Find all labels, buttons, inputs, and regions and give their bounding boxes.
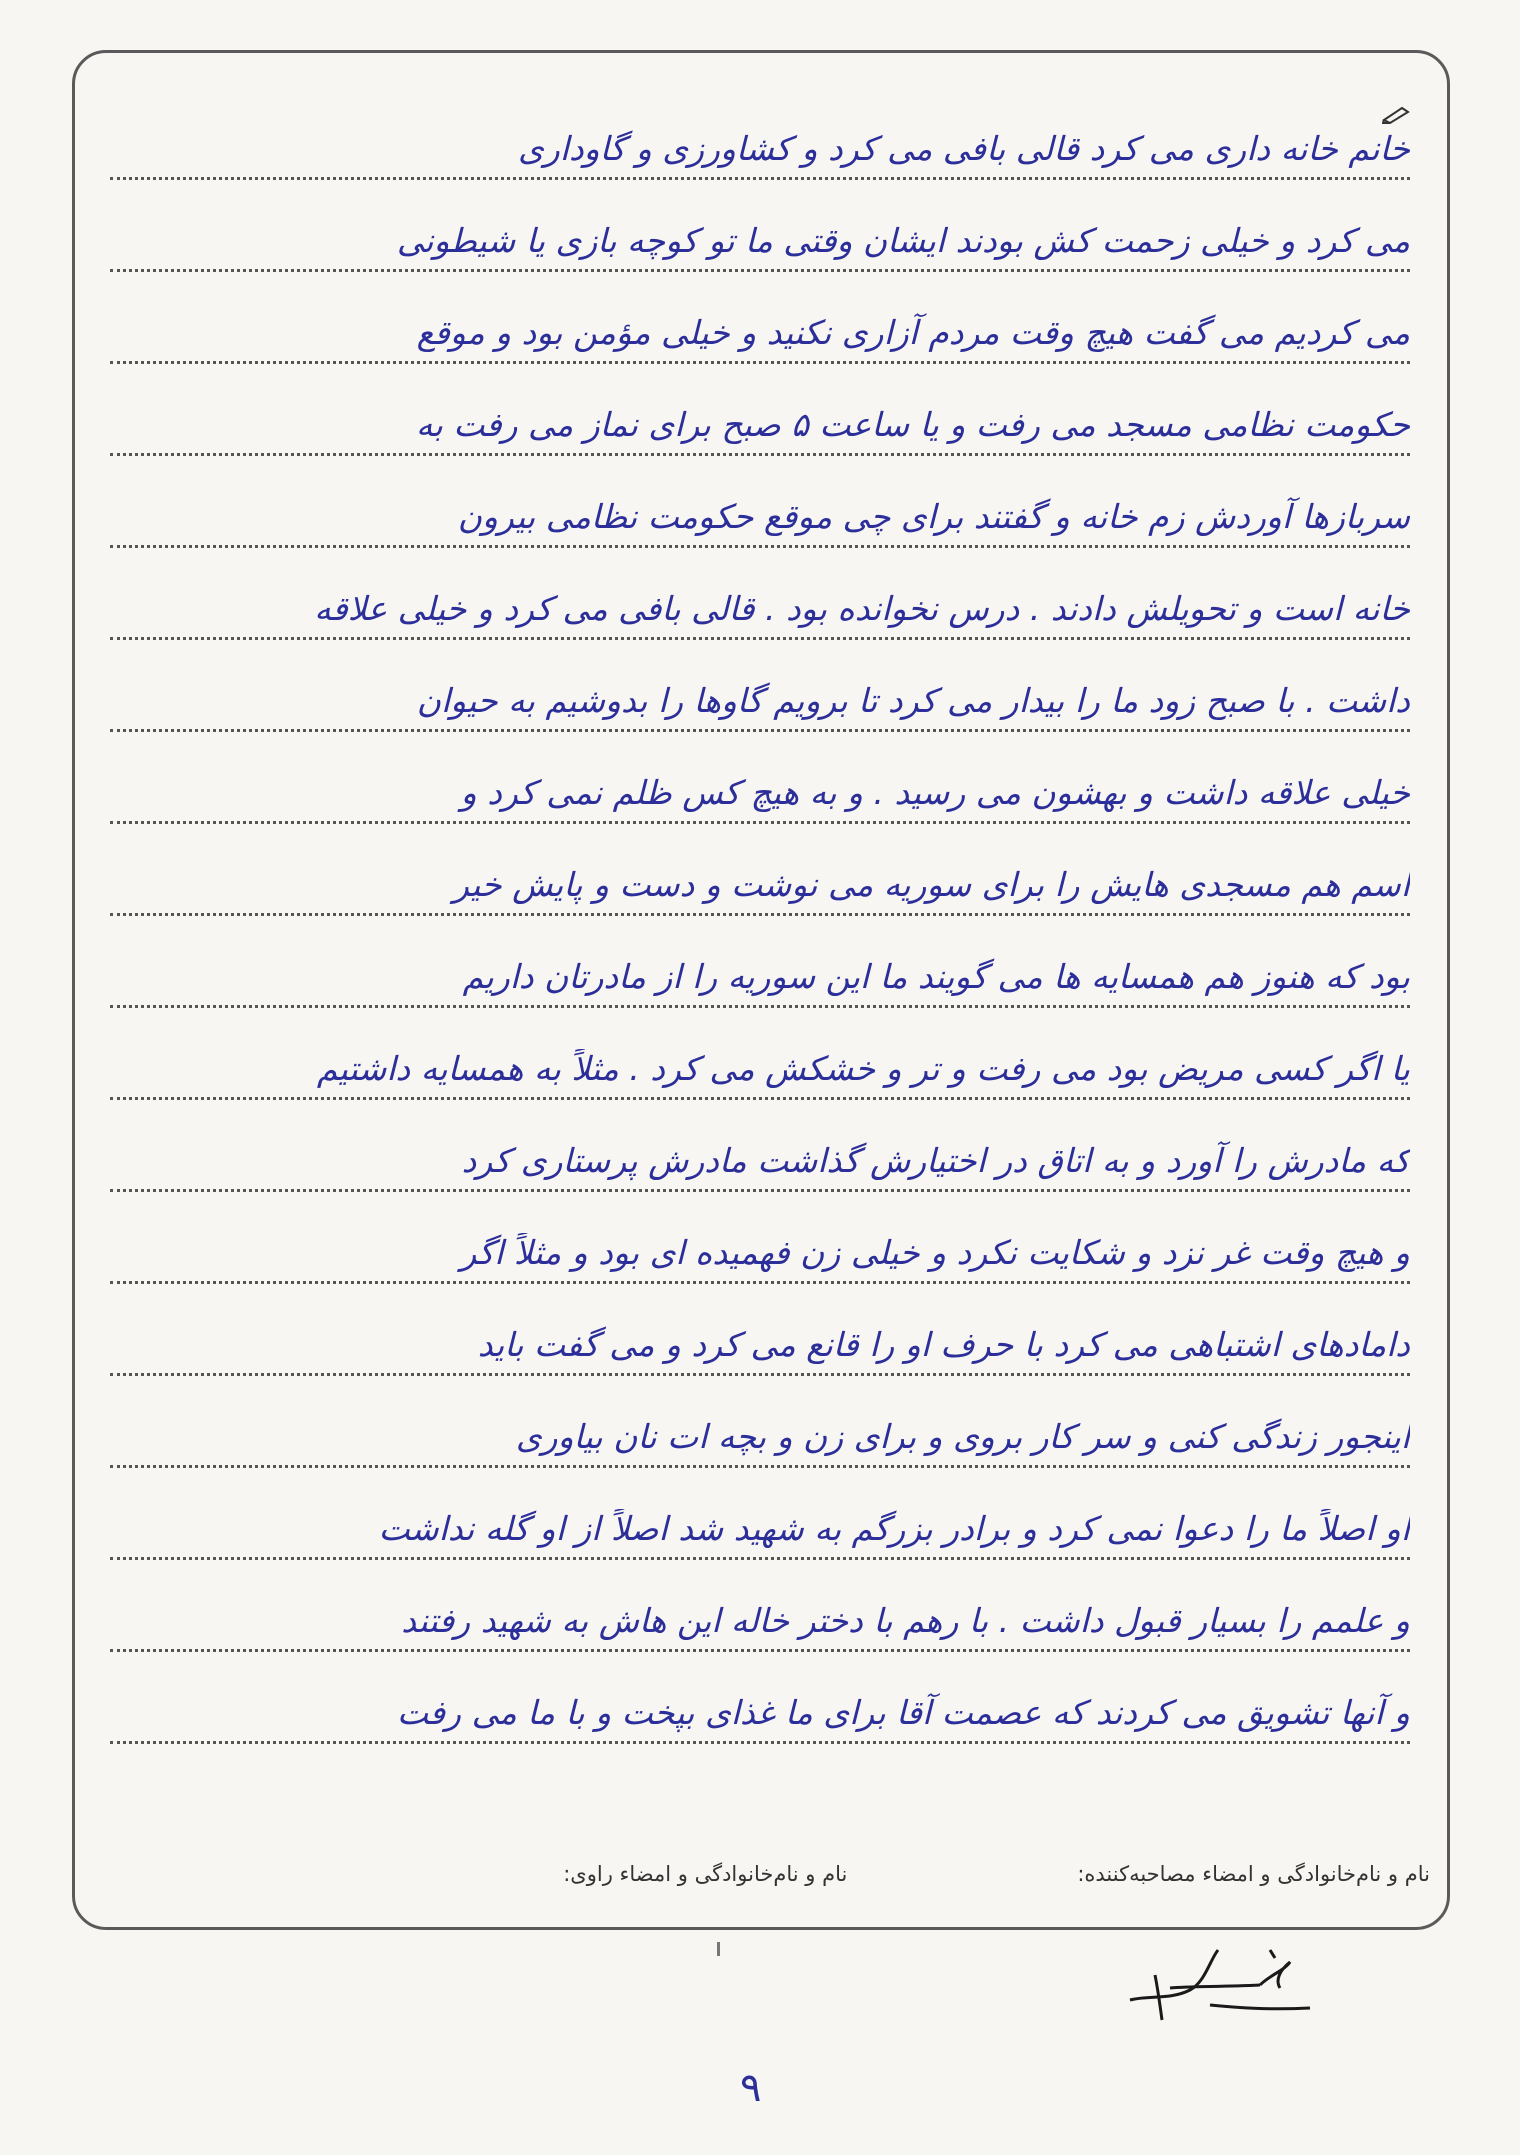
text-line (110, 640, 1410, 732)
text-line-12: که مادرش را آورد و به اتاق در اختیارش گذاشت مادرش پرستاری کرد (110, 1141, 1410, 1192)
pencil-icon (1382, 102, 1412, 124)
text-line (110, 456, 1410, 548)
text-line-8: خیلی علاقه داشت و بهشون می رسید . و به هیچ کس ظلم نمی کرد و (110, 773, 1410, 824)
ink-mark (717, 1942, 720, 1956)
text-line-14: دامادهای اشتباهی می کرد با حرف او را قانع می کرد و می گفت باید (110, 1325, 1410, 1376)
text-line-17: و علمم را بسیار قبول داشت . با رهم با دختر خاله این هاش به شهید رفتند (110, 1601, 1410, 1652)
text-line (110, 1560, 1410, 1652)
text-line-5: سربازها آوردش زم خانه و گفتند برای چی موقع حکومت نظامی بیرون (110, 497, 1410, 548)
text-line (110, 364, 1410, 456)
text-line (110, 1008, 1410, 1100)
text-line-7: داشت . با صبح زود ما را بیدار می کرد تا برویم گاوها را بدوشیم به حیوان (110, 681, 1410, 732)
text-line (110, 88, 1410, 180)
text-line (110, 1192, 1410, 1284)
text-line-15: اینجور زندگی کنی و سر کار بروی و برای زن و بچه ات نان بیاوری (110, 1417, 1410, 1468)
text-line-16: او اصلاً ما را دعوا نمی کرد و برادر بزرگم به شهید شد اصلاً از او گله نداشت (110, 1509, 1410, 1560)
text-line (110, 548, 1410, 640)
text-line (110, 1652, 1410, 1744)
text-line (110, 272, 1410, 364)
text-line (110, 180, 1410, 272)
text-line-10: بود که هنوز هم همسایه ها می گویند ما این سوریه را از مادرتان داریم (110, 957, 1410, 1008)
text-line-9: اسم هم مسجدی هایش را برای سوریه می نوشت و دست و پایش خیر (110, 865, 1410, 916)
text-line-3: می کردیم می گفت هیچ وقت مردم آزاری نکنید و خیلی مؤمن بود و موقع (110, 313, 1410, 364)
text-line-2: می کرد و خیلی زحمت کش بودند ایشان وقتی ما تو کوچه بازی یا شیطونی (110, 221, 1410, 272)
handwritten-text-lines (110, 88, 1410, 1744)
text-line (110, 1100, 1410, 1192)
interviewer-signature-label: نام و نام‌خانوادگی و امضاء مصاحبه‌کننده: (1077, 1862, 1430, 1886)
text-line (110, 824, 1410, 916)
signature-labels (100, 1862, 1430, 1886)
text-line (110, 1468, 1410, 1560)
text-line (110, 1284, 1410, 1376)
text-line-1: خانم خانه داری می کرد قالی بافی می کرد و کشاورزی و گاوداری (110, 129, 1410, 180)
text-line-13: و هیچ وقت غر نزد و شکایت نکرد و خیلی زن فهمیده ای بود و مثلاً اگر (110, 1233, 1410, 1284)
text-line (110, 732, 1410, 824)
narrator-signature-label: نام و نام‌خانوادگی و امضاء راوی: (563, 1862, 848, 1886)
text-line-11: یا اگر کسی مریض بود می رفت و تر و خشکش می کرد . مثلاً به همسایه داشتیم (110, 1049, 1410, 1100)
page-number: ۹ (740, 2065, 762, 2111)
text-line (110, 1376, 1410, 1468)
text-line-4: حکومت نظامی مسجد می رفت و یا ساعت ۵ صبح برای نماز می رفت به (110, 405, 1410, 456)
text-line-6: خانه است و تحویلش دادند . درس نخوانده بود . قالی بافی می کرد و خیلی علاقه (110, 589, 1410, 640)
text-line (110, 916, 1410, 1008)
text-line-18: و آنها تشویق می کردند که عصمت آقا برای ما غذای بپخت و با ما می رفت (110, 1693, 1410, 1744)
signature (1110, 1940, 1340, 2030)
